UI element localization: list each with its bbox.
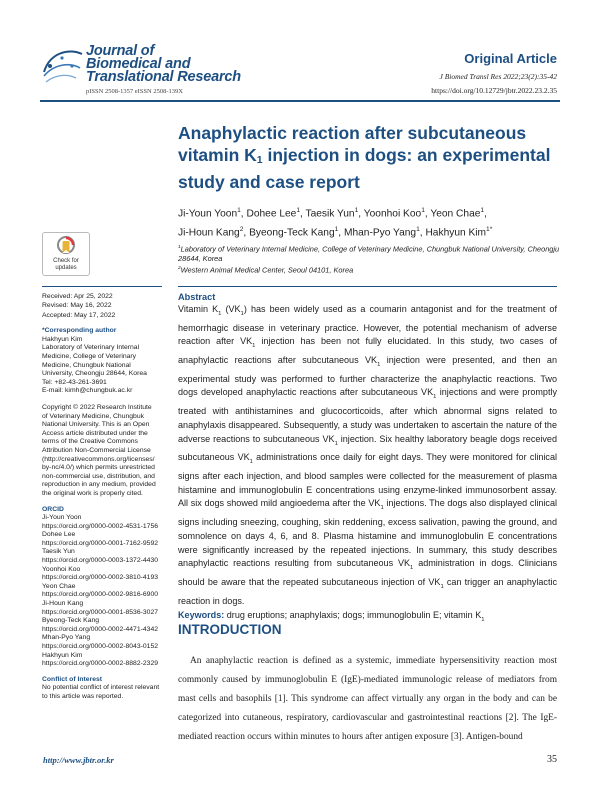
orcid-line: Mhan-Pyo Yang (42, 634, 91, 642)
author-name: Hakhyun Kim (425, 227, 487, 239)
author-list: Ji-Youn Yoon$^1$, Dohee Lee$^1$, Taesik Yun$^1$, Yoonhoi Koo$^1$, Yeon Chae$^1$, Ji-Houn Kang$^2$, Byeong-Teck Kang$^1$, Mhan-Pyo Yang$^1$, Hakhyun Kim$^{1*}$ (178, 207, 493, 239)
orcid-line: https://orcid.org/0000-0001-8536-3027 (42, 608, 159, 616)
conflict-line: No potential conflict of interest relevant (42, 684, 160, 692)
affiliation-text: Western Animal Medical Center, Seoul 04101, Korea (180, 265, 354, 275)
affiliation-sup: 1 (178, 245, 181, 250)
journal-name-line: Translational Research (86, 69, 241, 85)
orcid-line: Yoonhoi Koo (42, 565, 81, 573)
introduction-paragraph: An anaphylactic reaction is defined as a systemic, immediate hypersensitivity reaction most commonly caused by immunoglobulin E (IgE)-mediated immunologic release of mediators from mast cells and basophils [1]. This syndrome can affect virtually any organ in the body and can be categorized into cutaneous, respiratory, cardiovascular and gastrointestinal reactions [2]. The IgE-mediated reaction occurs within minutes to hours after antigen exposure [3]. Antigen-bound (178, 656, 557, 742)
orcid-list (42, 514, 167, 669)
orcid-heading: ORCID (42, 505, 64, 513)
page-number: 35 (547, 754, 557, 765)
copyright-line: Copyright © 2022 Research Institute (42, 403, 152, 411)
title-text: Anaphylactic reaction after subcutaneous vitamin K (178, 123, 527, 165)
author-affiliation-sup: 1 (296, 207, 301, 214)
author-name: Yeon Chae (430, 208, 481, 220)
abstract-divider (178, 286, 557, 287)
author-affiliation-sup: 1 (480, 207, 485, 214)
orcid-line: https://orcid.org/0000-0002-9816-6900 (42, 591, 159, 599)
date-revised: Revised: May 16, 2022 (42, 302, 112, 310)
article-type: Original Article (464, 51, 557, 66)
journal-name (86, 45, 241, 84)
author-name: Byeong-Teck Kang (249, 227, 335, 239)
author-affiliation-sup: 1 (334, 225, 339, 233)
orcid-line: https://orcid.org/0000-0003-1372-4430 (42, 557, 159, 565)
corresponding-line: Hakhyun Kim (42, 335, 83, 343)
abstract-body: Vitamin $K_1$ $(VK_1)$ has been widely used as a coumarin antagonist and for the treatment of hemorrhagic disease in veterinary practice. However, the potential mechanism of adverse reaction after $VK_1$ injection has been not fully elucidated. In this study, two cases of anaphylactic reactions after subcutaneous $VK_1$ injection were presented, and then an experimental study was performed to further characterize the anaphylactic reactions. Two dogs developed anaphylactic reactions after subcutaneous $VK_1$ injections and were promptly treated with antihistamines and glucocorticoids, after which abnormal signs related to anaphylaxis disappeared. Subsequently, a study was undertaken to ascertain the nature of the adverse reactions to subcutaneous $VK_1$ injection. Six healthy laboratory beagle dogs received subcutaneous $VK_1$ administrations once daily for eight days. They were monitored for clinical signs after each injection, and blood samples were collected for the measurement of plasma histamine and immunoglobulin E concentrations using enzyme-linked immunosorbent assay. All six dogs showed mild angioedema after the $VK_1$ injections. The dogs also displayed clinical signs including sneezing, coughing, skin reddening, excess salivation, pawing the ground, and somnolence on days 4, 6, and 8. Plasma histamine and immunoglobulin E concentrations were significantly increased by the repeated injections. In summary, this study describes anaphylactic reactions resulting from subcutaneous $VK_1$ administration in dogs. Clinicians should be aware that the repeated subcutaneous injection of $VK_1$ can trigger an anaphylactic reaction in dogs. (178, 304, 558, 606)
orcid-line: Dohee Lee (42, 531, 76, 539)
abstract-heading: Abstract (178, 292, 216, 302)
check-updates-label: Check for (53, 258, 79, 264)
copyright-line: the original work is properly cited. (42, 489, 143, 497)
journal-name-line: Journal of (86, 43, 155, 59)
author-affiliation-sup: 1 (421, 207, 425, 214)
conflict-heading: Conflict of Interest (42, 675, 103, 683)
sidebar-divider (42, 286, 162, 287)
orcid-line: Ji-Houn Kang (42, 600, 84, 608)
author-name: Dohee Lee (246, 208, 297, 220)
affiliation-sup: 2 (178, 266, 181, 272)
orcid-line: https://orcid.org/0000-0002-4471-4342 (42, 625, 159, 633)
keywords-list: drug eruptions; anaphylaxis; dogs; immunoglobulin E; vitamin $K_1$ (224, 610, 485, 624)
copyright-line: Attribution Non-Commercial License (42, 446, 151, 454)
copyright-line: terms of the Creative Commons (42, 438, 138, 446)
corresponding-line: Tel: +82-43-261-3691 (42, 378, 107, 386)
author-affiliation-sup: 1 (354, 207, 359, 214)
orcid-line: Byeong-Teck Kang (42, 617, 100, 625)
affiliations (178, 243, 568, 276)
check-updates-label: updates (55, 265, 77, 271)
corresponding-line: E-mail: kimh@chungbuk.ac.kr (42, 387, 133, 395)
author-affiliation-sup: 1* (486, 225, 493, 233)
affiliation (178, 243, 568, 264)
orcid-line: Hakhyun Kim (42, 651, 83, 659)
copyright-line: Access article distributed under the (42, 429, 148, 437)
section-heading-introduction: INTRODUCTION (178, 622, 282, 637)
doi-link[interactable]: https://doi.org/10.12729/jbtr.2022.23.2.35 (431, 86, 557, 95)
author-name: Ji-Youn Yoon (178, 208, 238, 220)
author-name: Taesik Yun (305, 208, 355, 220)
article-title (178, 122, 558, 193)
corresponding-line: Medicine, Chungbuk National (42, 361, 131, 369)
author-affiliation-sup: 1 (416, 225, 420, 233)
author-name: Mhan-Pyo Yang (343, 227, 417, 239)
copyright-line: non-commercial use, distribution, and (42, 472, 155, 480)
title-text: injection in dogs: an experimental study and case report (178, 145, 551, 192)
author-name: Ji-Houn Kang (178, 227, 240, 239)
orcid-line: Yeon Chae (42, 582, 76, 590)
affiliation-text: Laboratory of Veterinary Internal Medicine, College of Veterinary Medicine, Chungbuk National University, Cheongju 28644, Korea (178, 244, 560, 264)
corresponding-line: Laboratory of Veterinary Internal (42, 344, 140, 352)
author-name: Yoonhoi Koo (363, 208, 422, 220)
orcid-line: https://orcid.org/0000-0002-3810-4193 (42, 574, 159, 582)
corresponding-line: Medicine, College of Veterinary (42, 353, 137, 360)
article-dates (42, 292, 167, 320)
title-subscript: 1 (256, 154, 263, 166)
abstract (178, 292, 557, 628)
orcid-line: https://orcid.org/0000-0002-8043-0152 (42, 643, 159, 650)
copyright-notice (42, 404, 167, 499)
author-affiliation-sup: 1 (237, 207, 241, 214)
conflict-statement (42, 684, 167, 701)
citation: J Biomed Transl Res 2022;23(2):35-42 (439, 72, 557, 81)
sidebar (42, 292, 167, 702)
issn: pISSN 2508-1357 eISSN 2508-139X (86, 88, 183, 95)
corresponding-info (42, 336, 167, 396)
header-divider (40, 100, 560, 102)
orcid-line: https://orcid.org/0000-0001-7162-9592 (42, 539, 159, 547)
date-accepted: Accepted: May 17, 2022 (42, 311, 116, 319)
copyright-line: of Veterinary Medicine, Chungbuk (42, 412, 145, 420)
check-for-updates-button[interactable] (42, 232, 90, 276)
copyright-line: reproduction in any medium, provided (42, 481, 156, 489)
affiliation (178, 264, 568, 275)
corresponding-line: University, Cheongju 28644, Korea (42, 370, 147, 378)
orcid-line: https://orcid.org/0000-0002-4531-1756 (42, 522, 159, 530)
copyright-line: by-nc/4.0/) which permits unrestricted (42, 464, 155, 472)
date-received: Received: Apr 25, 2022 (42, 293, 113, 300)
journal-logo-icon (40, 44, 86, 86)
orcid-line: Taesik Yun (42, 548, 75, 556)
journal-url-link[interactable]: http://www.jbtr.or.kr (43, 755, 114, 765)
copyright-line: National University. This is an Open (42, 421, 150, 429)
author-affiliation-sup: 2 (239, 225, 244, 233)
orcid-line: Ji-Youn Yoon (42, 514, 82, 522)
journal-name-line: Biomedical and (86, 56, 191, 72)
keywords-label: Keywords: (178, 610, 225, 621)
conflict-line: to this article was reported. (42, 692, 124, 700)
copyright-line: (http://creativecommons.org/licenses/ (42, 455, 155, 463)
check-updates-icon (56, 236, 76, 258)
orcid-line: https://orcid.org/0000-0002-8882-2329 (42, 660, 159, 668)
corresponding-heading: *Corresponding author (42, 327, 117, 335)
